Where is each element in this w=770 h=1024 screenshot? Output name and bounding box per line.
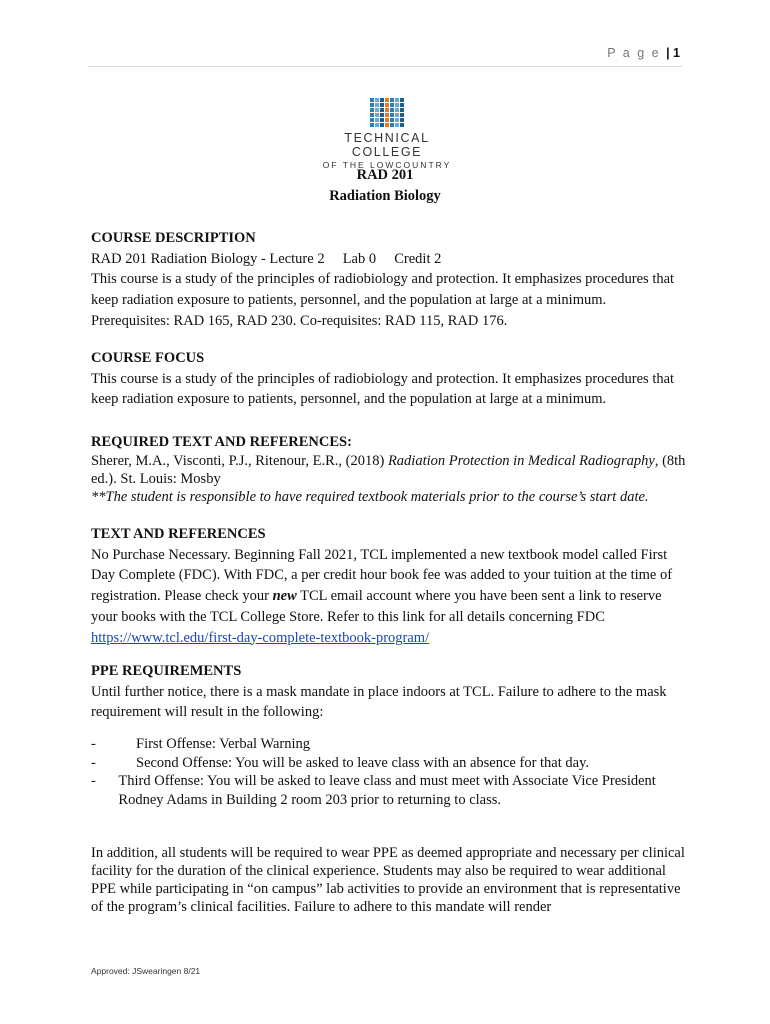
- page-header: [607, 46, 680, 60]
- logo-tile: [380, 123, 384, 127]
- logo-tile: [370, 113, 374, 117]
- course-code: RAD 201: [356, 167, 414, 183]
- logo-tile: [390, 98, 394, 102]
- page-number: | 1: [666, 46, 680, 60]
- required-text-citation: [91, 452, 691, 488]
- text-references-body: [91, 545, 691, 649]
- logo-tile: [395, 108, 399, 112]
- new-emphasis: new: [272, 588, 297, 605]
- logo-tile: [395, 118, 399, 122]
- approval-footer: Approved: JSwearingen 8/21: [91, 966, 201, 976]
- logo-tile: [385, 118, 389, 122]
- list-item-text: Third Offense: You will be asked to leave class and must meet with Associate Vice President Rodney Adams in Building 2 room 203 prior to returning to class.: [118, 773, 656, 808]
- bullet-dash: -: [91, 736, 96, 752]
- course-title: Radiation Biology: [329, 188, 441, 204]
- prerequisites-line: Prerequisites: RAD 165, RAD 230. Co-requisites: RAD 115, RAD 176.: [91, 312, 508, 329]
- logo-tile: [370, 103, 374, 107]
- logo-tile: [385, 103, 389, 107]
- course-description-body: This course is a study of the principles of radiobiology and protection. It emphasizes procedures that keep radiation exposure to patients, personnel, and the population at large at a minimum.: [91, 271, 675, 309]
- logo-tile: [380, 113, 384, 117]
- logo-tile: [395, 123, 399, 127]
- logo-tile: [395, 113, 399, 117]
- ppe-section: [91, 661, 691, 723]
- logo-tile: [370, 108, 374, 112]
- citation-book-title: Radiation Protection in Medical Radiography: [387, 453, 655, 469]
- logo-tile: [385, 113, 389, 117]
- course-focus-body: This course is a study of the principles of radiobiology and protection. It emphasizes procedures that keep radiation exposure to patients, personnel, and the population at large at a minimum.: [91, 370, 675, 408]
- bullet-dash: -: [91, 773, 96, 789]
- logo-tile: [370, 123, 374, 127]
- logo-tile: [375, 103, 379, 107]
- logo-tile: [385, 98, 389, 102]
- list-item: [91, 754, 681, 773]
- ppe-addition-paragraph: In addition, all students will be required to wear PPE as deemed appropriate and necessary per clinical facility for the duration of the clinical experience. Students may also be required to wear additional PPE while participating in “on campus” lab activities to provide an environment that is representative of the program’s clinical facilities. Failure to adhere to this mandate will render: [91, 845, 685, 915]
- logo-tile: [400, 103, 404, 107]
- logo-tile: [380, 118, 384, 122]
- course-description-heading: COURSE DESCRIPTION: [91, 230, 256, 246]
- fdc-text-part-2: TCL email account where you have been sent a link to reserve your books with the TCL College Store. Refer to this link for all details concerning FDC: [91, 588, 662, 625]
- college-logo: [312, 98, 462, 170]
- text-references-section: [91, 524, 691, 648]
- ppe-intro: Until further notice, there is a mask mandate in place indoors at TCL. Failure to adhere to the mask requirement will result in the following:: [91, 683, 667, 721]
- logo-mark: [370, 98, 404, 127]
- logo-tile: [400, 118, 404, 122]
- required-text-section: [91, 432, 691, 506]
- logo-tile: [400, 98, 404, 102]
- logo-tile: [390, 113, 394, 117]
- logo-tile: [400, 123, 404, 127]
- logo-tile: [395, 98, 399, 102]
- logo-name: TECHNICAL COLLEGE: [344, 131, 430, 159]
- header-rule: [88, 66, 682, 67]
- logo-tile: [380, 98, 384, 102]
- textbook-note: **The student is responsible to have required textbook materials prior to the course’s start date.: [91, 489, 649, 505]
- bullet-dash: -: [91, 754, 96, 771]
- logo-tile: [380, 103, 384, 107]
- logo-tile: [390, 103, 394, 107]
- logo-tile: [390, 118, 394, 122]
- logo-tile: [370, 118, 374, 122]
- logo-tile: [385, 123, 389, 127]
- citation-authors: Sherer, M.A., Visconti, P.J., Ritenour, E.R., (2018): [91, 453, 388, 469]
- logo-tile: [375, 108, 379, 112]
- logo-tile: [375, 98, 379, 102]
- logo-tile: [385, 108, 389, 112]
- ppe-heading: PPE REQUIREMENTS: [91, 663, 242, 679]
- course-focus-heading: COURSE FOCUS: [91, 350, 205, 366]
- logo-tile: [395, 103, 399, 107]
- list-item-text: First Offense: Verbal Warning: [136, 736, 311, 752]
- logo-tile: [380, 108, 384, 112]
- page-label: P a g e: [607, 46, 661, 60]
- text-references-heading: TEXT AND REFERENCES: [91, 526, 266, 542]
- logo-tile: [390, 108, 394, 112]
- logo-tile: [370, 98, 374, 102]
- logo-tile: [375, 113, 379, 117]
- logo-subtitle: OF THE LOWCOUNTRY: [322, 160, 452, 170]
- citation-edition: , (8th ed.). St. Louis: Mosby: [91, 453, 686, 487]
- fdc-link[interactable]: https://www.tcl.edu/first-day-complete-textbook-program/: [91, 629, 430, 646]
- list-item-text: Second Offense: You will be asked to leave class with an absence for that day.: [136, 754, 590, 771]
- course-credit-line: RAD 201 Radiation Biology - Lecture 2 Lab 0 Credit 2: [91, 250, 442, 267]
- offense-list: [91, 735, 681, 809]
- required-text-heading: REQUIRED TEXT AND REFERENCES:: [91, 434, 352, 450]
- logo-tile: [375, 118, 379, 122]
- list-item: [91, 735, 681, 754]
- course-focus-section: [91, 348, 691, 410]
- logo-tile: [400, 113, 404, 117]
- logo-tile: [390, 123, 394, 127]
- fdc-text-part-1: No Purchase Necessary. Beginning Fall 2021, TCL implemented a new textbook model called First Day Complete (FDC). With FDC, a per credit hour book fee was added to your tuition at the time of registration. Please check your: [91, 546, 673, 605]
- course-description-section: [91, 228, 691, 332]
- logo-tile: [400, 108, 404, 112]
- list-item: [91, 772, 681, 809]
- logo-tile: [375, 123, 379, 127]
